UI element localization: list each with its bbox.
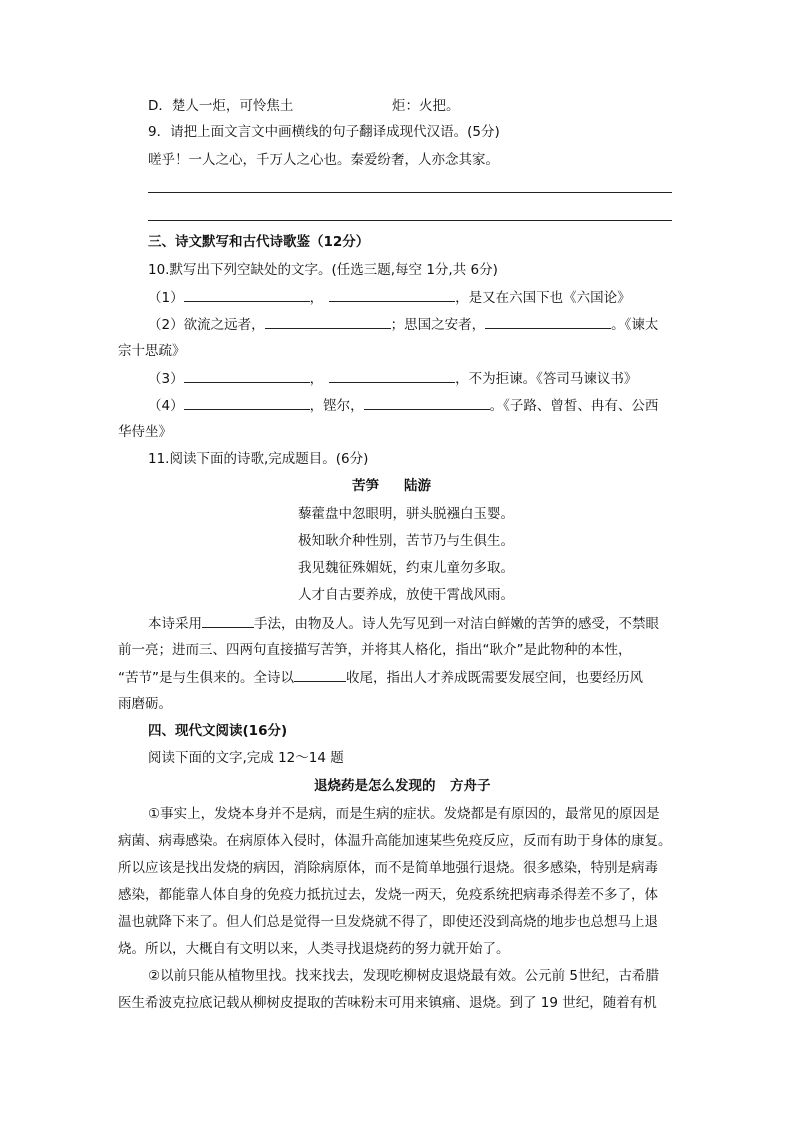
separator: ， [309,371,324,387]
item-text: ；思国之安者， [390,317,486,333]
section4-prompt: 阅读下面的文字,完成 12～14 题 [148,750,344,766]
analysis-text: 本诗采用 [148,616,202,632]
item-text: （2）欲流之远者， [148,317,265,333]
item-tail: ，不为拒谏。《答司马谏议书》 [455,371,638,387]
answer-line-2 [148,220,672,221]
analysis-line-3 [118,667,643,688]
fill-blank[interactable] [329,287,455,302]
fill-blank[interactable] [184,287,310,302]
fill-blank[interactable] [265,314,391,329]
analysis-line-1 [148,613,659,634]
analysis-text: 收尾，指出人才养成既需要发展空间，也要经历风 [346,670,643,686]
q10-item-2 [148,314,658,335]
separator: ， [309,290,324,306]
para1-line-3: 所以应该是找出发烧的病因，消除病原体，而不是简单地强行退烧。很多感染，特别是病毒 [118,860,658,876]
para1-line-5: 温也就降下来了。但人们总是觉得一旦发烧就不得了，即使还没到高烧的地步也总想马上退 [118,914,658,930]
item-number: （1） [148,290,184,306]
analysis-text: 手法，由物及人。诗人先写见到一对洁白鲜嫩的苦笋的感受，不禁眼 [254,616,659,632]
q10-item-4 [148,395,658,416]
fill-blank[interactable] [364,395,490,410]
section4-heading: 四、现代文阅读(16分) [148,723,288,739]
q9-sentence: 嗟乎！一人之心，千万人之心也。秦爱纷奢，人亦念其家。 [148,152,499,168]
para1-line-2: 病菌、病毒感染。在病原体入侵时，体温升高能加速某些免疫反应，反而有助于身体的康复。 [118,833,672,849]
item-tail: ，是又在六国下也《六国论》 [455,290,631,306]
article-author: 方舟子 [450,778,491,794]
item-tail: 。《谏太 [611,317,659,333]
analysis-line-4: 雨磨砺。 [118,696,172,712]
q10-item-3 [148,368,637,389]
q10-item-1 [148,287,631,308]
poem-title: 苦笋 [352,478,379,494]
q10-prompt: 10.默写出下列空缺处的文字。(任选三题,每空 1分,共 6分) [148,262,498,278]
fill-blank[interactable] [202,613,254,628]
fill-blank[interactable] [485,314,611,329]
q8-option-d: D．楚人一炬，可怜焦土 [148,98,294,114]
item-tail: 。《子路、曾皙、冉有、公西 [489,398,659,414]
poem-line-4: 人才自古要养成，放使干霄战风雨。 [298,587,514,603]
fill-blank[interactable] [329,368,455,383]
answer-line-1 [148,192,672,193]
item-number: （3） [148,371,184,387]
fill-blank[interactable] [184,395,310,410]
q10-item-4-cont: 华侍坐》 [118,424,172,440]
para1-line-1: ①事实上，发烧本身并不是病，而是生病的症状。发烧都是有原因的，最常见的原因是 [148,806,660,822]
q8-option-d-gloss: 炬：火把。 [392,98,460,114]
section3-heading: 三、诗文默写和古代诗歌鉴（12分） [148,234,370,250]
poem-line-2: 极知耿介种性别，苦节乃与生俱生。 [298,533,514,549]
poem-line-1: 藜藿盘中忽眼明，骈头脱襁白玉婴。 [298,506,514,522]
para2-line-1: ②以前只能从植物里找。找来找去，发现吃柳树皮退烧最有效。公元前 5世纪，古希腊 [148,968,659,984]
para1-line-6: 烧。所以，大概自有文明以来，人类寻找退烧药的努力就开始了。 [118,941,510,957]
poem-author: 陆游 [404,478,431,494]
item-number: （4） [148,398,184,414]
fill-blank[interactable] [294,667,346,682]
q10-item-2-cont: 宗十思疏》 [118,343,186,359]
para1-line-4: 感染，都能靠人体自身的免疫力抵抗过去，发烧一两天，免疫系统把病毒杀得差不多了，体 [118,887,658,903]
article-title: 退烧药是怎么发现的 [314,778,436,794]
q9-prompt: 9．请把上面文言文中画横线的句子翻译成现代汉语。(5分) [148,124,500,140]
item-text: ，铿尔， [309,398,364,414]
para2-line-2: 医生希波克拉底记载从柳树皮提取的苦味粉末可用来镇痛、退烧。到了 19 世纪，随着有机 [118,995,657,1011]
analysis-text: “苦节”是与生俱来的。全诗以 [118,670,294,686]
poem-line-3: 我见魏征殊媚妩，约束儿童勿多取。 [298,560,514,576]
q11-prompt: 11.阅读下面的诗歌,完成题目。(6分) [148,451,369,467]
fill-blank[interactable] [184,368,310,383]
analysis-line-2: 前一亮；进而三、四两句直接描写苦笋，并将其人格化，指出“耿介”是此物种的本性， [118,642,632,658]
